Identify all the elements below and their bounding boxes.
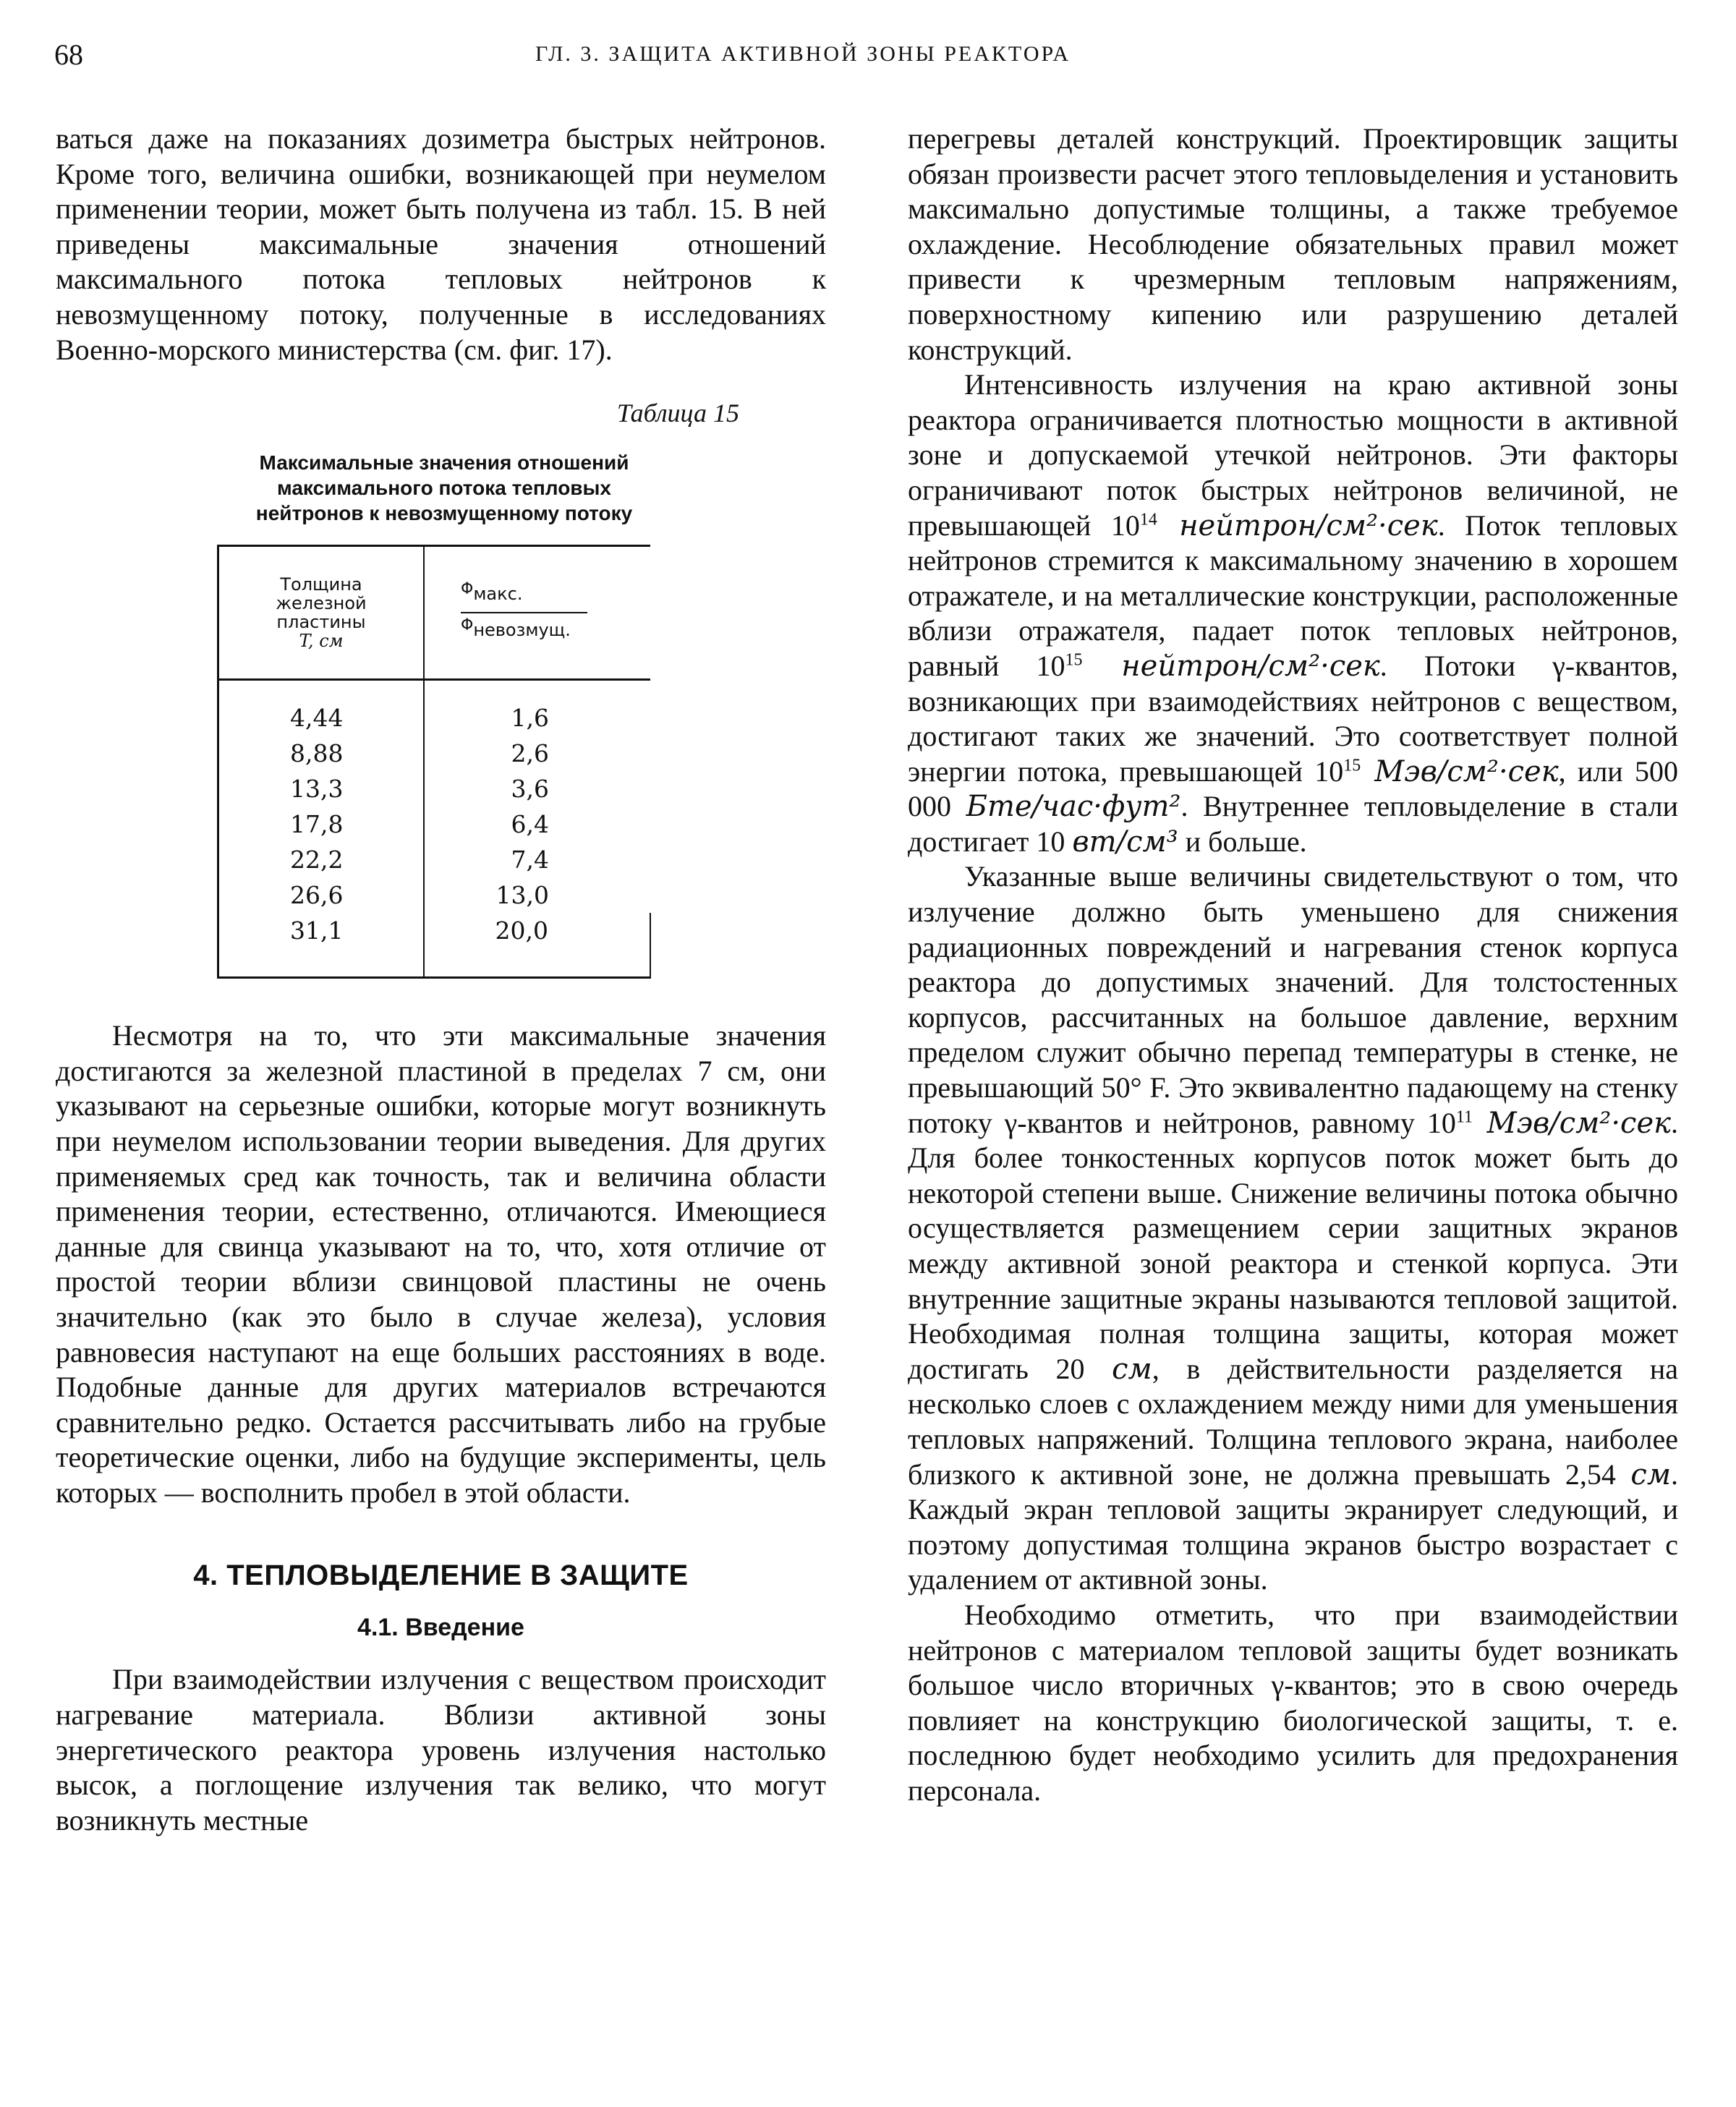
unit: нейтрон/см²·сек bbox=[1082, 649, 1380, 683]
exponent: 14 bbox=[1139, 510, 1157, 529]
table-label: Таблица 15 bbox=[616, 399, 739, 428]
table-container bbox=[217, 545, 651, 979]
unit: Бте/час·фут² bbox=[966, 790, 1181, 824]
text-run: Указанные выше величины свидетельствуют о том, что излучение должно быть уменьшено для снижения радиационных повреждений и нагревания стенок корпуса реактора до допустимых значений. Для толстостенных корпусов, рассчитанных на большое давление, верхним пределом служит обычно перепад температуры в стенке, не превышающий 50° F. Это эквивалентно падающему на стенку потоку γ-квантов и нейтронов, равному 10 bbox=[908, 860, 1678, 1139]
cell-ratio: 7,4 bbox=[511, 846, 549, 874]
header-unit: T, см bbox=[299, 631, 344, 652]
cell-thickness: 17,8 bbox=[218, 806, 425, 842]
unit: нейтрон/см²·сек bbox=[1157, 508, 1438, 542]
table-row bbox=[218, 913, 651, 978]
paragraph: При взаимодействии излучения с веществом происходит нагревание материала. Вблизи активной зоны энергетического реактора уровень излучения настолько высок, а поглощение излучения так велико, что могут возникнуть местные bbox=[56, 1663, 826, 1836]
running-title: ГЛ. 3. ЗАЩИТА АКТИВНОЙ ЗОНЫ РЕАКТОРА bbox=[535, 42, 1071, 66]
cell-ratio: 6,4 bbox=[511, 810, 549, 839]
header-line: Толщина bbox=[280, 574, 362, 595]
paragraph bbox=[908, 859, 1678, 1597]
paragraph bbox=[908, 367, 1678, 859]
paragraph: Необходимо отметить, что при взаимодействии нейтронов с материалом тепловой защиты будет возникать большое число вторичных γ-квантов; это в свою очередь повлияет на конструкцию биологической защиты, т. е. последнюю будет необходимо усилить для предохранения персонала. bbox=[908, 1598, 1678, 1807]
unit: Мэв/см²·сек bbox=[1361, 754, 1559, 788]
text-run: . Внутреннее тепловыделение в стали достигает 10 bbox=[908, 790, 1679, 858]
text-run: . Для более тонкостенных корпусов поток может быть до некоторой степени выше. Снижение величины потока обычно осуществляется размещением серии защитных экранов между активной зоной реактора и стенкой корпуса. Эти внутренние защитные экраны называются тепловой защитой. Необходимая полная толщина защиты, которая может достигать 20 bbox=[908, 1106, 1679, 1385]
table-row bbox=[218, 771, 651, 806]
unit: вт/см³ bbox=[1072, 825, 1178, 859]
paragraph: перегревы деталей конструкций. Проектировщик защиты обязан произвести расчет этого тепловыделения и установить максимально допустимые толщины, а также требуемое охлаждение. Несоблюдение обязательных правил может привести к чрезмерным тепловым напряжениям, поверхностному кипению или разрушению деталей конструкций. bbox=[908, 122, 1678, 366]
page-number: 68 bbox=[54, 38, 83, 71]
cell-ratio: 1,6 bbox=[511, 704, 549, 733]
column-header-thickness bbox=[218, 546, 425, 680]
paragraph: Несмотря на то, что эти максимальные значения достигаются за железной пластиной в пределах 7 см, они указывают на серьезные ошибки, которые могут возникнуть при неумелом использовании теории выведения. Для других применяемых сред как точность, так и величина области применения теории, естественно, отличаются. Имеющиеся данные для свинца указывают на то, что, хотя отличие от простой теории вблизи свинцовой пластины не очень значительно (как это было в случае железа), условия равновесия наступают на еще больших расстояниях в воде. Подобные данные для других материалов встречаются сравнительно редко. Остается рассчитывать либо на грубые теоретические оценки, либо на будущие эксперименты, цель которых — восполнить пробел в этой области. bbox=[56, 1019, 826, 1509]
header-line: железной bbox=[276, 593, 367, 614]
table-row bbox=[218, 806, 651, 842]
running-header bbox=[54, 38, 1682, 74]
column-header-ratio bbox=[424, 546, 650, 680]
phi-symbol: Φ bbox=[461, 616, 474, 635]
unit: Мэв/см²·сек bbox=[1472, 1106, 1672, 1140]
table-row bbox=[218, 736, 651, 771]
right-column bbox=[908, 122, 1678, 1809]
cell-ratio: 2,6 bbox=[511, 739, 549, 768]
cell-thickness: 8,88 bbox=[218, 736, 425, 771]
denominator-subscript: невозмущ. bbox=[473, 620, 571, 641]
cell-ratio: 13,0 bbox=[495, 881, 549, 910]
subsection-heading: 4.1. Введение bbox=[357, 1614, 524, 1642]
numerator-subscript: макс. bbox=[473, 584, 523, 605]
unit: см bbox=[1630, 1457, 1671, 1491]
text-run: и больше. bbox=[1178, 825, 1307, 858]
text-run: . Каждый экран тепловой защиты экранирует следующий, и поэтому допустимая толщина экранов быстро возрастает с удалением от активной зоны. bbox=[908, 1457, 1678, 1596]
table-row bbox=[218, 680, 651, 736]
text-run: , или 500 000 bbox=[908, 754, 1679, 823]
text-run: . Потоки γ-квантов, возникающих при взаимодействиях нейтронов с веществом, достигают таких же значений. Это соответствует полной энергии потока, превышающей 10 bbox=[908, 649, 1678, 788]
data-table bbox=[217, 545, 651, 979]
text-run: Интенсивность излучения на краю активной зоны реактора ограничивается плотностью мощности в активной зоне и допускаемой утечкой нейтронов. Эти факторы ограничивают поток быстрых нейтронов величиной, не превышающей 10 bbox=[908, 368, 1678, 542]
cell-ratio: 20,0 bbox=[424, 913, 650, 978]
cell-thickness: 31,1 bbox=[218, 913, 425, 978]
left-column bbox=[56, 122, 826, 1838]
table-row bbox=[218, 842, 651, 877]
header-line: пластины bbox=[276, 612, 366, 633]
section-heading: 4. ТЕПЛОВЫДЕЛЕНИЕ В ЗАЩИТЕ bbox=[193, 1559, 689, 1592]
table-header-row bbox=[218, 546, 651, 680]
exponent: 15 bbox=[1065, 650, 1083, 670]
exponent: 15 bbox=[1343, 756, 1361, 775]
exponent: 11 bbox=[1455, 1107, 1473, 1127]
text-run: , в действительности разделяется на несколько слоев с охлаждением между ними для уменьшения тепловых напряжений. Толщина теплового экрана, наиболее близкого к активной зоне, не должна превышать 2,54 bbox=[908, 1352, 1678, 1491]
fraction-numerator bbox=[461, 580, 650, 605]
phi-symbol: Φ bbox=[461, 580, 474, 599]
table-title: Максимальные значения отношений максимального потока тепловых нейтронов к невозмущенному потоку bbox=[255, 451, 633, 525]
cell-thickness: 4,44 bbox=[218, 680, 425, 736]
text-run: . Поток тепловых нейтронов стремится к максимальному значению в хорошем отражателе, и на металлические конструкции, расположенные вблизи отражателя, падает поток тепловых нейтронов, равный 10 bbox=[908, 508, 1678, 682]
table-row bbox=[218, 877, 651, 913]
paragraph: ваться даже на показаниях дозиметра быстрых нейтронов. Кроме того, величина ошибки, возникающей при неумелом применении теории, может быть получена из табл. 15. В ней приведены максимальные значения отношений максимального потока тепловых нейтронов к невозмущенному потоку, полученные в исследованиях Военно-морского министерства (см. фиг. 17). bbox=[56, 122, 826, 366]
fraction-bar bbox=[461, 612, 587, 613]
fraction-denominator bbox=[461, 616, 650, 641]
cell-thickness: 13,3 bbox=[218, 771, 425, 806]
cell-thickness: 26,6 bbox=[218, 877, 425, 913]
cell-thickness: 22,2 bbox=[218, 842, 425, 877]
unit: см bbox=[1112, 1352, 1152, 1386]
cell-ratio: 3,6 bbox=[511, 775, 549, 804]
